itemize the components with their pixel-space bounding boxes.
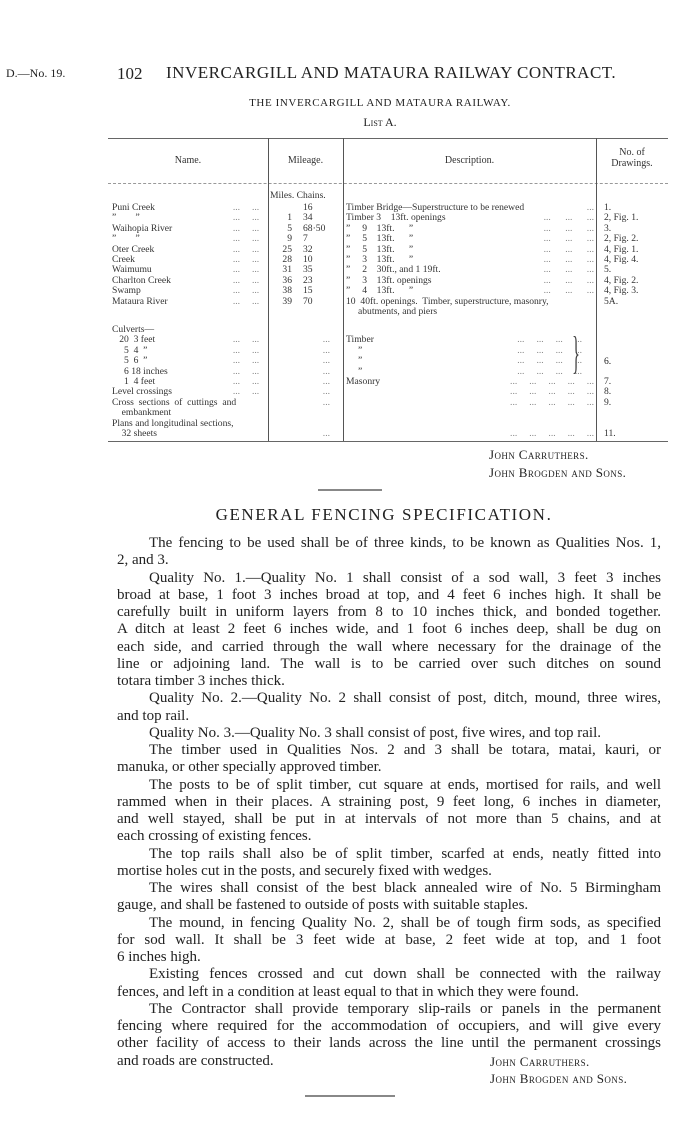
dot-leader: ... ... ... ...: [517, 344, 594, 356]
drawings-cell: [604, 346, 666, 356]
drawings-cell: [604, 356, 666, 366]
row-name: Plans and longitudinal sections,: [112, 417, 234, 429]
dot-leader: ... ...: [232, 355, 264, 367]
paragraph-line: fences, and left in a condition at least equal to that in which they were found.: [117, 983, 579, 1000]
dot-leader: ...: [322, 355, 330, 367]
paragraph-line: The wires shall consist of the best black annealed wire of No. 5 Birmingham: [149, 880, 661, 896]
description-cell: [346, 408, 594, 418]
row-description: ” 5 13ft. ”: [346, 243, 414, 255]
dot-leader: ...: [322, 334, 330, 346]
paragraph-line: fencing where required for the accommodation of occupiers, and will give every: [117, 1018, 661, 1034]
dot-leader: ... ... ...: [543, 285, 594, 297]
paragraph-line: carefully built in uniform layers from 8 to 10 inches thick, and bonded together.: [117, 604, 661, 620]
row-name: Creek: [112, 254, 135, 265]
dot-leader: ... ... ... ...: [517, 355, 594, 367]
row-name: Swamp: [112, 285, 141, 297]
row-chains: 32: [303, 243, 313, 255]
row-name: 5 6 ”: [112, 355, 148, 367]
row-name: Charlton Creek: [112, 274, 171, 286]
dot-leader: ... ... ... ... ...: [510, 428, 594, 439]
paragraph-line: and top rail.: [117, 707, 190, 724]
miles-cell: [268, 297, 292, 307]
paragraph-line: The timber used in Qualities Nos. 2 and 3 shall be totara, matai, kauri, or: [149, 742, 661, 758]
dot-leader: ... ...: [232, 285, 264, 297]
dot-leader: ... ...: [232, 254, 264, 265]
paragraph-line: Quality No. 1.—Quality No. 1 shall consist of a sod wall, 3 feet 3 inches: [149, 569, 661, 586]
row-name: embankment: [112, 407, 172, 419]
paragraph-line: line or adjoining land. The wall is to be carried over such ditches on sound: [117, 655, 661, 672]
paragraph-line: and well stayed, shall be put in at intervals of not more than 5 chains, and at: [117, 811, 661, 827]
row-miles: 31: [282, 264, 292, 276]
row-miles: 36: [282, 274, 292, 286]
dot-leader: ... ...: [232, 344, 264, 356]
dot-leader: ... ... ...: [543, 212, 594, 224]
row-description: Masonry: [346, 376, 381, 387]
row-chains: 70: [303, 295, 313, 307]
row-description: ” 4 13ft. ”: [346, 285, 414, 297]
dot-leader: ... ... ... ... ...: [510, 396, 594, 408]
row-name: ” ”: [112, 212, 140, 224]
name-cell: [112, 307, 264, 317]
dot-leader: ...: [322, 396, 330, 408]
row-drawings: 7.: [604, 376, 612, 387]
description-cell: [346, 307, 594, 317]
dot-leader: ... ... ...: [543, 254, 594, 265]
drawings-cell: [604, 213, 666, 223]
row-chains: 16: [303, 202, 313, 213]
row-name: Cross sections of cuttings and: [112, 396, 237, 408]
signature: John Carruthers.: [490, 1053, 590, 1069]
page-number: 102: [117, 64, 143, 83]
drawings-cell: [604, 429, 666, 439]
row-name: Waimumu: [112, 264, 152, 276]
paragraph-line: 2, and 3.: [117, 552, 169, 569]
dot-leader: ...: [322, 376, 330, 387]
row-name: 32 sheets: [112, 428, 158, 439]
dot-leader: ... ...: [232, 233, 264, 245]
paragraph-line: each crossing of existing fences.: [117, 828, 312, 845]
table-subtitle: THE INVERCARGILL AND MATAURA RAILWAY.: [249, 97, 511, 109]
dot-leader: ...: [586, 202, 594, 213]
dot-leader: ... ... ...: [543, 274, 594, 286]
row-name: 5 4 ”: [112, 344, 148, 356]
dot-leader: ... ... ... ...: [517, 365, 594, 377]
paragraph-line: The Contractor shall provide temporary slip-rails or panels in the permanent: [149, 1000, 661, 1017]
drawings-cell: [604, 307, 666, 317]
row-chains: 34: [303, 212, 313, 224]
chains-cell: [303, 307, 343, 317]
row-description: ” 3 13ft. openings: [346, 274, 432, 286]
header-rule: [108, 183, 668, 184]
table-row: [110, 307, 668, 317]
paragraph-text: and roads are constructed.: [117, 1052, 274, 1069]
mileage-cell: [300, 429, 330, 439]
row-drawings: 3.: [604, 222, 612, 234]
dot-leader: ... ...: [232, 274, 264, 286]
paragraph-line: The fencing to be used shall be of three kinds, to be known as Qualities Nos. 1,: [149, 535, 661, 551]
dot-leader: ...: [322, 428, 330, 439]
dot-leader: ... ...: [232, 386, 264, 398]
row-description: ” 5 13ft. ”: [346, 233, 414, 245]
section-rule: [318, 489, 382, 491]
dot-leader: ... ... ...: [543, 264, 594, 276]
row-miles: 25: [282, 243, 292, 255]
drawings-cell: [604, 335, 666, 345]
row-name: ” ”: [112, 233, 140, 245]
mileage-units: Miles. Chains.: [270, 190, 326, 201]
dot-leader: ...: [322, 365, 330, 377]
row-description: abutments, and piers: [346, 306, 438, 317]
row-name: Level crossings: [112, 386, 172, 398]
paragraph-line: A ditch at least 2 feet 6 inches wide, and 1 foot 6 inches deep, shall be dug on: [117, 621, 661, 638]
row-chains: 10: [303, 254, 313, 265]
dot-leader: ... ...: [232, 212, 264, 224]
row-drawings: 4, Fig. 4.: [604, 254, 639, 265]
paragraph-line: The mound, in fencing Quality No. 2, shall be of tough firm sods, as specified: [149, 914, 661, 931]
list-title: List A.: [363, 115, 397, 129]
dot-leader: ... ...: [232, 365, 264, 377]
chains-cell: [303, 297, 343, 307]
signature: John Brogden and Sons.: [490, 1070, 628, 1086]
description-cell: [346, 429, 594, 439]
row-drawings: 4, Fig. 2.: [604, 274, 639, 286]
miles-cell: [268, 307, 292, 317]
row-miles: 9: [287, 233, 292, 245]
drawing-number: 6.: [604, 356, 612, 367]
paragraph-line: manuka, or other specially approved timber.: [117, 759, 382, 776]
description-cell: [346, 398, 594, 408]
document-reference: D.—No. 19.: [6, 66, 66, 80]
drawings-cell: [604, 297, 666, 307]
table-bottom-rule: [108, 441, 668, 442]
row-name: Mataura River: [112, 295, 168, 307]
row-chains: 23: [303, 274, 313, 286]
dot-leader: ... ...: [232, 376, 264, 387]
paragraph-line: broad at base, 1 foot 3 inches broad at top, and 4 feet 6 inches high. It shall be: [117, 586, 661, 603]
row-name: 20 3 feet: [112, 334, 156, 346]
drawings-cell: [604, 408, 666, 418]
table-row: [110, 429, 668, 439]
signature: John Carruthers.: [489, 447, 589, 462]
row-name: Waihopia River: [112, 222, 173, 234]
row-drawings: 5.: [604, 264, 612, 276]
paragraph-line: totara timber 3 inches thick.: [117, 673, 285, 689]
dot-leader: ... ...: [232, 295, 264, 307]
header-drawings: No. of Drawings.: [611, 147, 653, 169]
row-description: ”: [346, 344, 363, 356]
row-miles: 38: [282, 285, 292, 297]
paragraph-line: each side, and carried through the wall where necessary for the drainage of the: [117, 638, 661, 655]
row-description: ”: [346, 355, 363, 367]
row-miles: 1: [287, 212, 292, 224]
row-name: 6 18 inches: [112, 365, 168, 377]
row-description: ” 3 13ft. ”: [346, 254, 414, 265]
dot-leader: ... ...: [232, 243, 264, 255]
row-miles: 5: [287, 222, 292, 234]
dot-leader: ... ... ... ... ...: [510, 376, 594, 387]
dot-leader: ... ... ...: [543, 233, 594, 245]
row-drawings: 4, Fig. 1.: [604, 243, 639, 255]
row-drawings: 5A.: [604, 295, 619, 307]
specification-body: [117, 535, 661, 1087]
paragraph-line: The top rails shall also be of split timber, scarfed at ends, neatly fitted into: [149, 845, 661, 862]
paragraph-line: for sod wall. It shall be 3 feet wide at base, 2 feet wide at top, and 1 foot: [117, 931, 661, 948]
row-name: Oter Creek: [112, 243, 155, 255]
name-cell: [112, 429, 264, 439]
paragraph-line: gauge, and shall be fastened to outside of posts with suitable staples.: [117, 897, 529, 914]
drawings-cell: [604, 377, 666, 387]
row-chains: 68·50: [303, 222, 326, 234]
table-row: [110, 398, 668, 408]
row-miles: 28: [282, 254, 292, 265]
paragraph-line: rammed when in their places. A straining post, 9 feet long, 6 inches in diameter,: [117, 793, 661, 810]
paragraph-line: other facility of access to their lands across the line until the permanent crossings: [117, 1035, 661, 1052]
row-name: Puni Creek: [112, 202, 155, 213]
dot-leader: ... ... ... ... ...: [510, 386, 594, 398]
paragraph-line: Quality No. 3.—Quality No. 3 shall consist of post, five wires, and top rail.: [149, 724, 602, 741]
drawings-cell: [604, 325, 666, 335]
row-drawings: 11.: [604, 428, 616, 439]
mileage-cell: [300, 398, 330, 408]
row-drawings: 9.: [604, 396, 612, 408]
dot-leader: ... ... ...: [543, 243, 594, 255]
paragraph-line: mortise holes cut in the posts, and securely fixed with wedges.: [117, 862, 492, 879]
dot-leader: ... ...: [232, 202, 264, 213]
paragraph-line: [117, 1053, 661, 1070]
signature: John Brogden and Sons.: [489, 465, 627, 480]
header-name: Name.: [174, 155, 202, 166]
row-drawings: 2, Fig. 2.: [604, 233, 639, 245]
table-top-rule: [108, 138, 668, 139]
name-cell: [112, 297, 264, 307]
row-description: ” 9 13ft. ”: [346, 222, 414, 234]
row-description: ”: [346, 365, 363, 377]
end-rule: [305, 1095, 395, 1097]
dot-leader: ... ...: [232, 264, 264, 276]
paragraph-line: The posts to be of split timber, cut square at ends, mortised for rails, and well: [149, 776, 661, 793]
row-chains: 15: [303, 285, 313, 297]
header-description: Description.: [444, 155, 495, 166]
row-drawings: 1.: [604, 202, 612, 213]
running-title: INVERCARGILL AND MATAURA RAILWAY CONTRACT.: [166, 63, 617, 82]
chains-cell: [303, 224, 343, 234]
paragraph-line: Existing fences crossed and cut down shall be connected with the railway: [149, 966, 661, 983]
drawings-cell: [604, 387, 666, 397]
dot-leader: ... ... ... ...: [517, 334, 594, 346]
row-description: 10 40ft. openings. Timber, superstructure, masonry,: [346, 295, 549, 307]
dot-leader: ...: [322, 386, 330, 398]
row-name: Culverts—: [112, 324, 155, 335]
row-drawings: 4, Fig. 3.: [604, 285, 639, 297]
dot-leader: ... ...: [232, 222, 264, 234]
row-chains: 7: [303, 233, 308, 245]
row-miles: 39: [282, 295, 292, 307]
row-chains: 35: [303, 264, 313, 276]
row-description: ” 2 30ft., and 1 19ft.: [346, 264, 441, 276]
dot-leader: ...: [322, 344, 330, 356]
paragraph-line: 6 inches high.: [117, 949, 201, 965]
specification-title: GENERAL FENCING SPECIFICATION.: [215, 505, 553, 524]
row-drawings: 8.: [604, 386, 612, 398]
row-name: 1 4 feet: [112, 376, 156, 387]
drawings-cell: [604, 255, 666, 265]
row-description: Timber 3 13ft. openings: [346, 212, 446, 224]
row-drawings: 2, Fig. 1.: [604, 212, 639, 224]
brace: }: [572, 327, 580, 378]
drawings-cell: [604, 367, 666, 377]
row-description: Timber Bridge—Superstructure to be renewed: [346, 202, 525, 213]
row-description: Timber: [346, 334, 374, 346]
header-mileage: Mileage.: [287, 155, 324, 166]
dot-leader: ... ...: [232, 334, 264, 346]
drawings-cell: [604, 398, 666, 408]
paragraph-line: Quality No. 2.—Quality No. 2 shall consist of post, ditch, mound, three wires,: [149, 690, 661, 707]
dot-leader: ... ... ...: [543, 222, 594, 234]
